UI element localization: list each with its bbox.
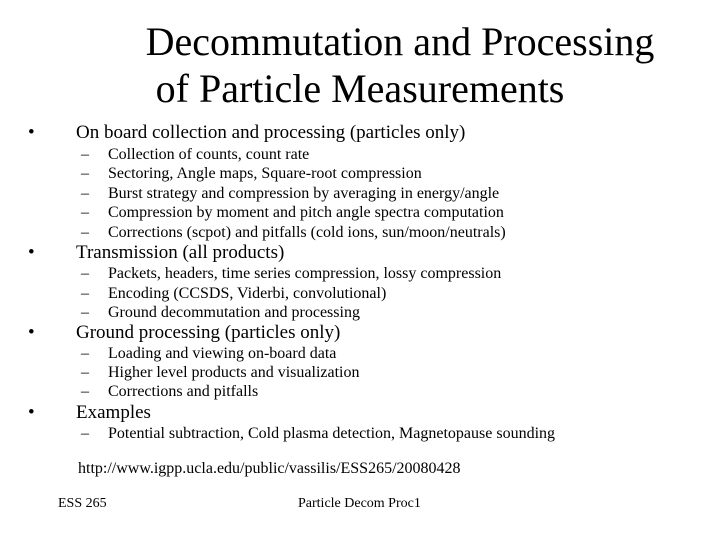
section-heading-text: Transmission (all products) — [76, 242, 285, 263]
section-heading-onboard — [28, 122, 465, 144]
dash-icon: – — [81, 146, 89, 163]
footer-slide-label: Particle Decom Proc1 — [298, 496, 421, 511]
list-item-text: Loading and viewing on-board data — [108, 345, 337, 362]
list-item — [81, 284, 386, 303]
bullet-icon: • — [28, 322, 35, 343]
slide-title — [0, 18, 720, 112]
list-item-text: Encoding (CCSDS, Viderbi, convolutional) — [108, 285, 387, 302]
section-heading-transmission — [28, 242, 284, 264]
dash-icon: – — [81, 204, 89, 221]
list-item — [81, 164, 422, 183]
list-item — [81, 203, 504, 222]
footer-course: ESS 265 — [58, 496, 107, 511]
slide-title-line-1: Decommutation and Processing — [145, 19, 655, 64]
list-item-text: Sectoring, Angle maps, Square-root compression — [108, 165, 422, 182]
list-item-text: Corrections and pitfalls — [108, 383, 259, 400]
list-item — [81, 184, 499, 203]
list-item-text: Ground decommutation and processing — [108, 304, 360, 321]
list-item — [81, 145, 309, 164]
dash-icon: – — [81, 425, 89, 442]
list-item — [81, 424, 555, 443]
section-heading-ground — [28, 322, 340, 344]
list-item-text: Potential subtraction, Cold plasma detection, Magnetopause sounding — [108, 425, 556, 442]
list-item — [81, 223, 506, 242]
section-heading-text: Ground processing (particles only) — [76, 322, 341, 343]
section-heading-examples — [28, 402, 151, 424]
list-item-text: Higher level products and visualization — [108, 364, 360, 381]
dash-icon: – — [81, 383, 89, 400]
bullet-icon: • — [28, 242, 35, 263]
list-item-text: Compression by moment and pitch angle spectra computation — [108, 204, 504, 221]
list-item-text: Collection of counts, count rate — [108, 146, 310, 163]
dash-icon: – — [81, 345, 89, 362]
dash-icon: – — [81, 265, 89, 282]
dash-icon: – — [81, 364, 89, 381]
dash-icon: – — [81, 285, 89, 302]
list-item — [81, 382, 258, 401]
list-item-text: Packets, headers, time series compression, lossy compression — [108, 265, 502, 282]
list-item — [81, 264, 501, 283]
dash-icon: – — [81, 224, 89, 241]
list-item-text: Burst strategy and compression by averaging in energy/angle — [108, 185, 500, 202]
section-heading-text: On board collection and processing (particles only) — [76, 122, 466, 143]
dash-icon: – — [81, 185, 89, 202]
reference-url: http://www.igpp.ucla.edu/public/vassilis/ESS265/20080428 — [78, 460, 461, 477]
bullet-icon: • — [28, 122, 35, 143]
dash-icon: – — [81, 304, 89, 321]
list-item — [81, 303, 360, 322]
bullet-icon: • — [28, 402, 35, 423]
section-heading-text: Examples — [76, 402, 151, 423]
list-item-text: Corrections (scpot) and pitfalls (cold ions, sun/moon/neutrals) — [108, 224, 506, 241]
slide-title-line-2: of Particle Measurements — [155, 66, 565, 111]
list-item — [81, 344, 336, 363]
dash-icon: – — [81, 165, 89, 182]
list-item — [81, 363, 359, 382]
